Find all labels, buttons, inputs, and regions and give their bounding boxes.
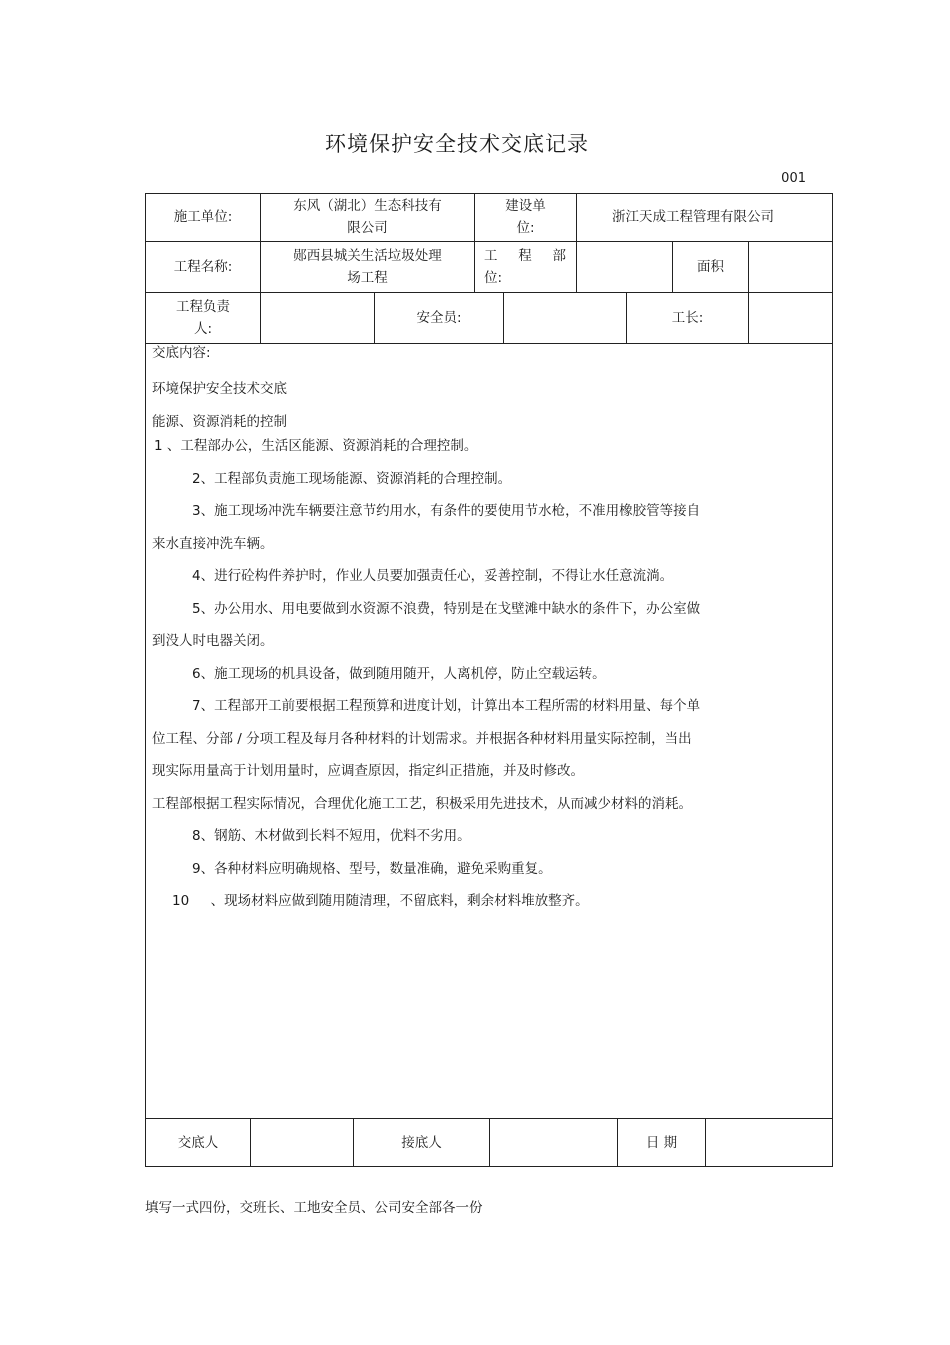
- content-section: 能源、资源消耗的控制: [152, 413, 287, 430]
- document-number: 001: [781, 171, 806, 186]
- project-name-value: [261, 241, 474, 292]
- content-line: 7、工程部开工前要根据工程预算和进度计划，计算出本工程所需的材料用量、每个单: [192, 698, 701, 714]
- project-name-label: [146, 241, 260, 292]
- builder-label: [475, 193, 576, 241]
- content-line: 9、各种材料应明确规格、型号，数量准确，避免采购重复。: [192, 860, 552, 877]
- footer-note: 填写一式四份，交班长、工地安全员、公司安全部各一份: [145, 1200, 483, 1216]
- project-dept-char: 程: [518, 247, 532, 264]
- builder-label-line1: 建设单: [505, 198, 546, 214]
- safety-officer-label-text: 安全员:: [416, 309, 462, 326]
- project-name-label-text: 工程名称:: [173, 258, 233, 275]
- date-value: [706, 1118, 832, 1167]
- project-dept-label: [475, 241, 576, 292]
- manager-label: [146, 292, 260, 343]
- date-label-text: 日 期: [645, 1134, 678, 1151]
- content-line: 1 、工程部办公，生活区能源、资源消耗的合理控制。: [154, 438, 478, 454]
- receiver-label: [354, 1118, 489, 1167]
- project-dept-char: 部: [552, 247, 566, 264]
- giver-value: [251, 1118, 353, 1167]
- foreman-label-text: 工长:: [671, 309, 704, 326]
- area-value: [749, 241, 832, 292]
- giver-label: [146, 1118, 250, 1167]
- area-label: [673, 241, 748, 292]
- content-line: 10 、现场材料应做到随用随清理，不留底料，剩余材料堆放整齐。: [172, 893, 589, 909]
- construction-unit-value: [261, 193, 474, 241]
- content-line: 来水直接冲洗车辆。: [152, 535, 274, 552]
- document-title: 环境保护安全技术交底记录: [325, 132, 589, 156]
- content-line: 2、工程部负责施工现场能源、资源消耗的合理控制。: [192, 470, 512, 487]
- project-dept-char: 工: [484, 247, 498, 264]
- briefing-content: [152, 343, 762, 918]
- area-label-text: 面积: [697, 258, 724, 275]
- manager-label-line2: 人:: [193, 320, 213, 337]
- builder-value-text: 浙江天成工程管理有限公司: [612, 209, 774, 225]
- project-name-line2: 场工程: [347, 269, 388, 286]
- project-dept-line2: 位:: [484, 269, 503, 286]
- content-line: 工程部根据工程实际情况，合理优化施工工艺，积极采用先进技术，从而减少材料的消耗。: [152, 795, 692, 812]
- foreman-label: [627, 292, 748, 343]
- content-line: 5、办公用水、用电要做到水资源不浪费，特别是在戈壁滩中缺水的条件下，办公室做: [192, 600, 701, 617]
- content-heading: 交底内容:: [152, 345, 211, 361]
- construction-unit-label-text: 施工单位:: [173, 209, 233, 225]
- content-line: 3、施工现场冲洗车辆要注意节约用水，有条件的要使用节水枪，不准用橡胶管等接自: [192, 503, 701, 519]
- project-dept-line1: [484, 245, 566, 267]
- date-label: [618, 1118, 705, 1167]
- builder-value: [577, 193, 809, 241]
- project-name-line1: 郧西县城关生活垃圾处理: [293, 247, 442, 264]
- giver-label-text: 交底人: [177, 1134, 219, 1151]
- receiver-value: [490, 1118, 617, 1167]
- safety-officer-value: [504, 292, 626, 343]
- content-line: 8、钢筋、木材做到长料不短用，优料不劣用。: [192, 828, 471, 844]
- construction-unit-value-line2: 限公司: [347, 220, 388, 236]
- content-subject: 环境保护安全技术交底: [152, 381, 287, 397]
- manager-label-line1: 工程负责: [176, 298, 230, 315]
- receiver-label-text: 接底人: [401, 1134, 442, 1151]
- content-line: 现实际用量高于计划用量时，应调查原因，指定纠正措施，并及时修改。: [152, 763, 584, 779]
- builder-label-line2: 位:: [516, 220, 535, 236]
- content-line: 位工程、分部 / 分项工程及每月各种材料的计划需求。并根据各种材料用量实际控制，当出: [152, 730, 692, 747]
- content-line: 4、进行砼构件养护时，作业人员要加强责任心，妥善控制，不得让水任意流淌。: [192, 568, 674, 584]
- content-line: 6、施工现场的机具设备，做到随用随开，人离机停，防止空载运转。: [192, 665, 606, 682]
- construction-unit-value-line1: 东风（湖北）生态科技有: [293, 198, 442, 214]
- project-dept-value: [577, 241, 672, 292]
- content-line: 到没人时电器关闭。: [152, 633, 274, 649]
- foreman-value: [749, 292, 832, 343]
- construction-unit-label: [146, 193, 260, 241]
- safety-officer-label: [375, 292, 503, 343]
- manager-value: [261, 292, 374, 343]
